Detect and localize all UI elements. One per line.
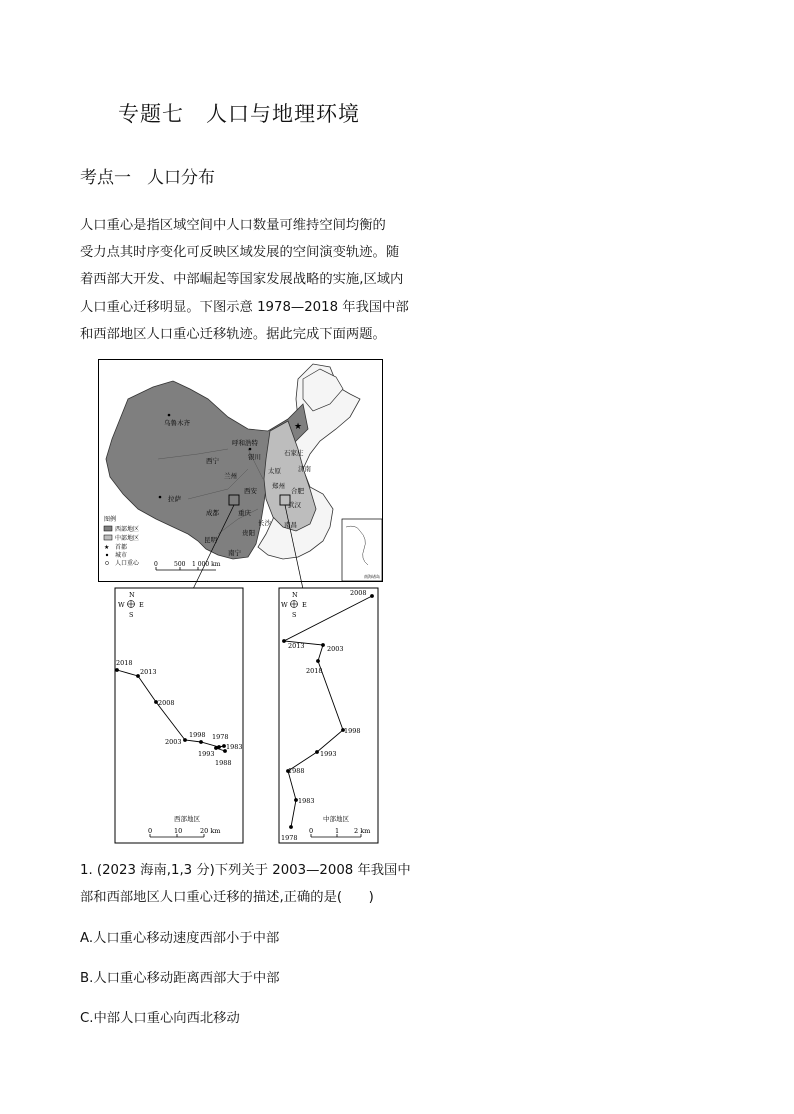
trajectory-point	[315, 750, 319, 754]
intro-line: 和西部地区人口重心迁移轨迹。据此完成下面两题。	[80, 326, 386, 342]
svg-text:W: W	[118, 601, 125, 609]
svg-text:城市: 城市	[115, 552, 128, 559]
year-label: 1983	[226, 743, 243, 751]
trajectory-point	[289, 825, 293, 829]
intro-paragraph	[80, 212, 410, 348]
trajectory-point	[321, 643, 325, 647]
option-b[interactable]: B.人口重心移动距离西部大于中部	[80, 971, 280, 986]
intro-line: 人口重心迁移明显。下图示意 1978—2018 年我国中部	[80, 299, 409, 315]
svg-text:E: E	[302, 601, 307, 609]
city-label: 南昌	[284, 521, 297, 529]
year-label: 1993	[198, 750, 215, 758]
svg-text:0: 0	[309, 827, 314, 835]
city-label: 济南	[298, 465, 311, 473]
intro-line: 受力点其时序变化可反映区域发展的空间演变轨迹。随	[80, 245, 400, 261]
svg-text:南海诸岛: 南海诸岛	[364, 574, 380, 579]
svg-text:N: N	[292, 591, 298, 599]
year-label: 2013	[288, 642, 305, 650]
city-label: 昆明	[204, 536, 217, 544]
svg-text:图例: 图例	[104, 516, 117, 523]
intro-line: 着西部大开发、中部崛起等国家发展战略的实施,区域内	[80, 272, 404, 288]
city-label: 拉萨	[168, 495, 181, 503]
year-label: 2008	[350, 589, 367, 597]
year-label: 1988	[215, 759, 232, 767]
city-label: 太原	[268, 467, 281, 475]
section-name: 人口分布	[147, 168, 215, 188]
title-topic-number: 专题七	[118, 102, 184, 126]
title-topic-name: 人口与地理环境	[206, 102, 360, 126]
option-c[interactable]: C.中部人口重心向西北移动	[80, 1011, 240, 1026]
year-label: 2008	[158, 699, 175, 707]
city-label: 合肥	[291, 487, 304, 495]
year-label: 2013	[140, 668, 157, 676]
panel-label: 西部地区	[174, 815, 200, 823]
city-label: 西安	[244, 487, 257, 495]
city-label: 石家庄	[284, 449, 304, 457]
year-label: 2003	[165, 738, 182, 746]
china-map	[99, 360, 383, 590]
year-label: 2018	[306, 667, 323, 675]
year-label: 1983	[298, 797, 315, 805]
city-label: 郑州	[272, 482, 285, 490]
trajectory-point	[183, 738, 187, 742]
svg-text:中部地区: 中部地区	[115, 535, 140, 542]
year-label: 2003	[327, 645, 344, 653]
trajectory-point	[370, 594, 374, 598]
year-label: 1988	[288, 767, 305, 775]
svg-text:E: E	[139, 601, 144, 609]
city-label: 西宁	[206, 457, 219, 465]
city-label: 重庆	[238, 509, 251, 517]
panel-label: 中部地区	[323, 815, 349, 823]
central-trajectory-panel	[279, 588, 378, 843]
city-label: 长沙	[258, 519, 271, 527]
option-a[interactable]: A.人口重心移动速度西部小于中部	[80, 931, 280, 946]
city-label: 乌鲁木齐	[164, 419, 190, 427]
intro-line: 人口重心是指区域空间中人口数量可维持空间均衡的	[80, 218, 386, 233]
trajectory-point	[316, 659, 320, 663]
svg-text:★: ★	[104, 544, 110, 551]
page-title	[118, 98, 360, 128]
svg-text:S: S	[292, 611, 297, 619]
city-label: 银川	[248, 453, 261, 461]
population-center-figure	[98, 359, 388, 849]
svg-text:0: 0	[154, 561, 158, 568]
city-label: 南宁	[228, 549, 241, 557]
svg-text:人口重心: 人口重心	[115, 560, 140, 567]
year-label: 1998	[189, 731, 206, 739]
city-label: 兰州	[224, 472, 237, 480]
trajectory-point	[282, 639, 286, 643]
question-stem-line: 部和西部地区人口重心迁移的描述,正确的是( )	[80, 890, 374, 905]
city-label: 贵阳	[242, 529, 255, 537]
svg-text:N: N	[129, 591, 135, 599]
trajectory-point	[115, 668, 119, 672]
city-label: 成都	[206, 509, 219, 517]
south-sea-inset	[342, 519, 382, 581]
svg-text:W: W	[281, 601, 288, 609]
trajectory-point	[199, 740, 203, 744]
section-number: 考点一	[80, 168, 131, 188]
west-trajectory-panel	[115, 588, 243, 843]
city-label: 武汉	[288, 501, 301, 509]
year-label: 1998	[344, 727, 361, 735]
svg-text:1: 1	[335, 827, 340, 835]
year-label: 2018	[116, 659, 133, 667]
svg-text:首都: 首都	[115, 544, 128, 551]
trajectory-point	[214, 746, 218, 750]
svg-text:2 km: 2 km	[354, 827, 371, 835]
svg-text:10: 10	[174, 827, 183, 835]
year-label: 1993	[320, 750, 337, 758]
svg-text:20 km: 20 km	[200, 827, 221, 835]
year-label: 1978	[212, 733, 229, 741]
svg-text:0: 0	[148, 827, 153, 835]
capital-star-icon: ★	[294, 422, 303, 432]
city-label: 呼和浩特	[232, 439, 258, 447]
year-label: 1978	[281, 834, 298, 842]
svg-text:500: 500	[174, 561, 186, 568]
section-heading	[80, 163, 215, 188]
svg-text:西部地区: 西部地区	[115, 526, 140, 533]
question-stem-line: 1. (2023 海南,1,3 分)下列关于 2003—2008 年我国中	[80, 863, 411, 878]
svg-text:S: S	[129, 611, 134, 619]
svg-text:1 000 km: 1 000 km	[192, 561, 221, 568]
